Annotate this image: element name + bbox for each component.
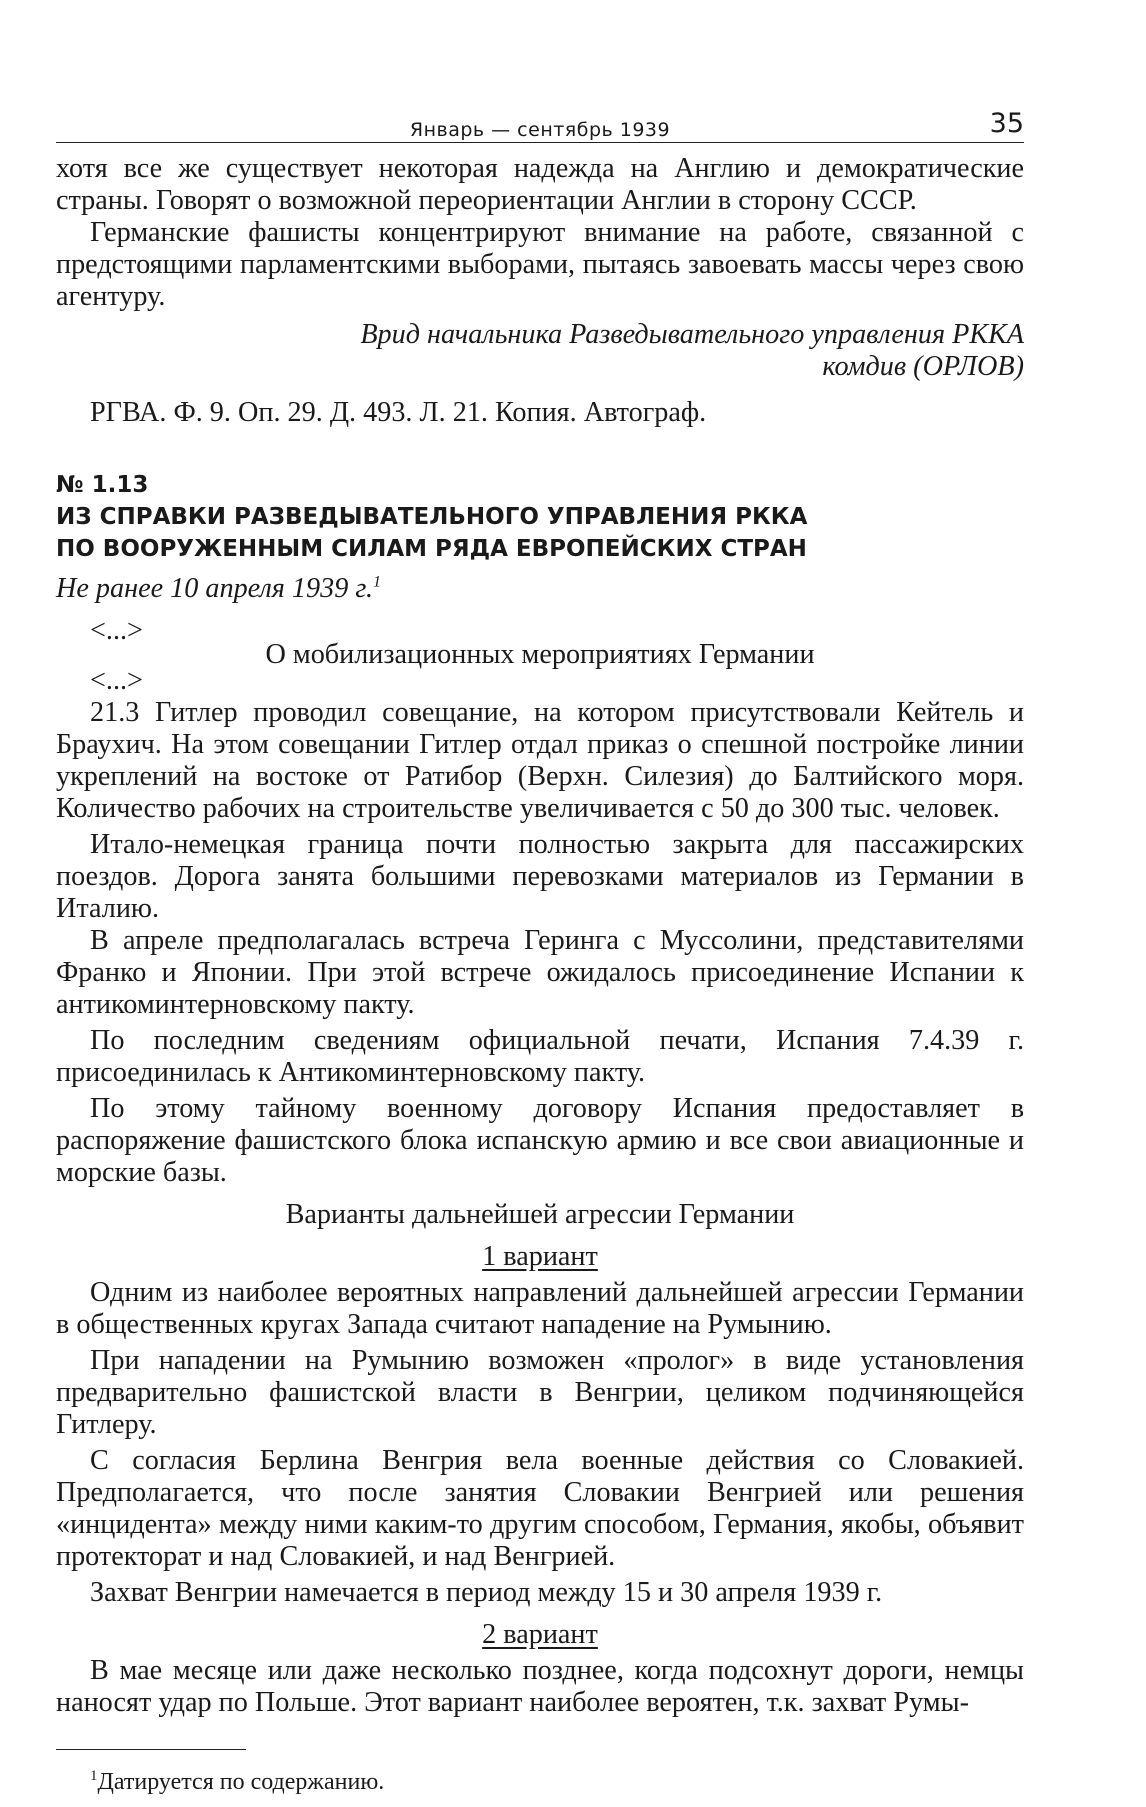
omission-mark: <...> (90, 615, 143, 646)
variant-title-text: 2 вариант (482, 1619, 598, 1650)
section-title: О мобилизационных мероприятиях Германии (265, 639, 815, 670)
footnote-mark: 1 (373, 573, 382, 591)
paragraph: По последним сведениям официальной печати, Испания 7.4.39 г. присоединилась к Антикоминтерновскому пакту. (56, 1025, 1024, 1088)
running-title: Январь — сентябрь 1939 (409, 119, 671, 141)
paragraph: По этому тайному военному договору Испания предоставляет в распоряжение фашистского блока испанскую армию и все свои авиационные и морские базы. (56, 1093, 1024, 1188)
variant-title (56, 1619, 1024, 1651)
omission-mark: <...> (90, 665, 143, 696)
document-title-line: ИЗ СПРАВКИ РАЗВЕДЫВАТЕЛЬНОГО УПРАВЛЕНИЯ РККА (56, 504, 808, 530)
document-title-line: ПО ВООРУЖЕННЫМ СИЛАМ РЯДА ЕВРОПЕЙСКИХ СТРАН (56, 536, 807, 562)
section-title: Варианты дальнейшей агрессии Германии (285, 1199, 795, 1230)
variant-title-text: 1 вариант (482, 1241, 598, 1272)
signature-name: комдив (ОРЛОВ) (822, 351, 1024, 382)
paragraph: 21.3 Гитлер проводил совещание, на котором присутствовали Кейтель и Браухич. На этом совещании Гитлер отдал приказ о спешной постройке линии укреплений на востоке от Ратибор (Верхн. Силезия) до Балтийского моря. Количество рабочих на строительстве увеличивается с 50 до 300 тыс. человек. (56, 697, 1024, 824)
document-date (56, 573, 1024, 605)
footnote-text: Датируется по содержанию. (97, 1769, 385, 1795)
paragraph: Итало-немецкая граница почти полностью закрыта для пассажирских поездов. Дорога занята большими перевозками материалов из Германии в Италию. (56, 829, 1024, 924)
paragraph: хотя все же существует некоторая надежда на Англию и демократические страны. Говорят о возможной переориентации Англии в сторону СССР. (56, 153, 1024, 216)
archive-reference: РГВА. Ф. 9. Оп. 29. Д. 493. Л. 21. Копия. Автограф. (90, 397, 707, 428)
footnote-divider (56, 1749, 246, 1750)
running-header (56, 110, 1024, 143)
paragraph: Захват Венгрии намечается в период между 15 и 30 апреля 1939 г. (90, 1577, 883, 1608)
paragraph: В апреле предполагалась встреча Геринга с Муссолини, представителями Франко и Японии. При этой встрече ожидалось присоединение Испании к антикоминтерновскому пакту. (56, 925, 1024, 1020)
signature-title: Врид начальника Разведывательного управления РККА (360, 319, 1024, 350)
paragraph: С согласия Берлина Венгрия вела военные действия со Словакией. Предполагается, что после занятия Словакии Венгрией или решения «инцидента» между ними каким-то другим способом, Германия, якобы, объявит протекторат и над Словакией, и над Венгрией. (56, 1445, 1024, 1572)
paragraph: Германские фашисты концентрируют внимание на работе, связанной с предстоящими парламентскими выборами, пытаясь завоевать массы через свою агентуру. (56, 217, 1024, 312)
signature-block (56, 319, 1024, 383)
footnote (56, 1760, 1024, 1798)
document-page (56, 110, 1024, 1798)
footnote-mark: 1 (90, 1768, 98, 1784)
paragraph: В мае месяце или даже несколько позднее, когда подсохнут дороги, немцы наносят удар по Польше. Этот вариант наиболее вероятен, т.к. захват Румы- (56, 1655, 1024, 1718)
document-number: № 1.13 (56, 472, 149, 498)
page-number: 35 (989, 108, 1024, 139)
paragraph: Одним из наиболее вероятных направлений дальнейшей агрессии Германии в общественных кругах Запада считают нападение на Румынию. (56, 1277, 1024, 1340)
variant-title (56, 1241, 1024, 1273)
paragraph: При нападении на Румынию возможен «пролог» в виде установления предварительно фашистской власти в Венгрии, целиком подчиняющейся Гитлеру. (56, 1345, 1024, 1440)
document-heading (56, 469, 1024, 565)
document-date-text: Не ранее 10 апреля 1939 г. (56, 573, 374, 604)
